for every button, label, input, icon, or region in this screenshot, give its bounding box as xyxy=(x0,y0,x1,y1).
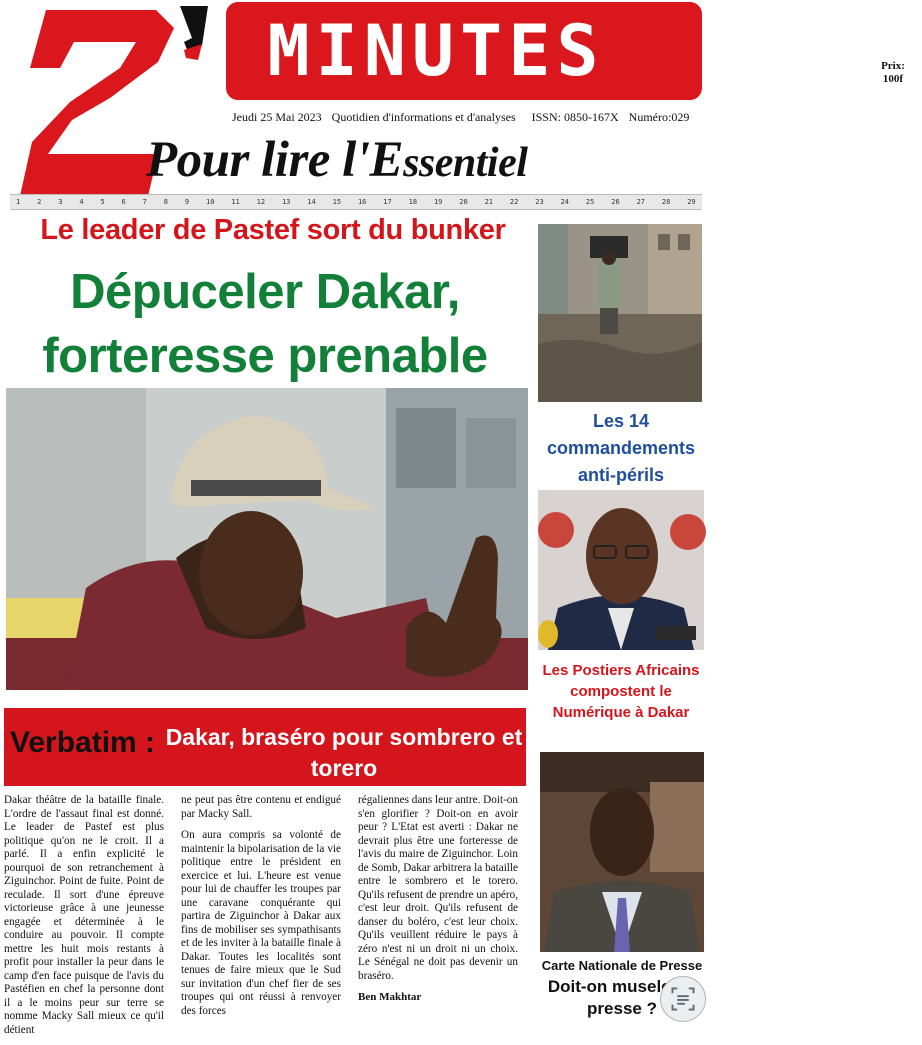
ruler-tick: 2 xyxy=(37,198,42,206)
issue-date: Jeudi 25 Mai 2023 xyxy=(232,110,322,124)
ruler-tick: 8 xyxy=(163,198,168,206)
sidebar-story-2[interactable]: Les Postiers Africains compostent le Numérique à Dakar xyxy=(542,662,700,721)
verbatim-title: Dakar, braséro pour sombrero et torero xyxy=(165,724,523,781)
ruler-tick: 16 xyxy=(357,198,367,206)
main-kicker: Le leader de Pastef sort du bunker xyxy=(40,214,506,246)
price-label: Prix: xyxy=(881,60,905,72)
ruler-tick: 7 xyxy=(142,198,147,206)
issue-issn: ISSN: 0850-167X xyxy=(531,110,619,124)
article-col2-p1: ne peut pas être contenu et endigué par Macky Sall. xyxy=(181,794,341,820)
flood-photo xyxy=(538,224,702,402)
price-value: 100f xyxy=(882,73,904,85)
ruler-tick: 11 xyxy=(231,198,240,206)
issue-subtitle: Quotidien d'informations et d'analyses xyxy=(331,110,516,124)
issue-number: Numéro:029 xyxy=(628,110,690,124)
ruler-tick: 24 xyxy=(560,198,570,206)
tagline-letter-e: E xyxy=(369,132,404,188)
main-headline xyxy=(10,260,520,388)
scan-document-icon[interactable] xyxy=(660,976,706,1022)
ruler-tick: 5 xyxy=(100,198,105,206)
ruler-tick: 6 xyxy=(121,198,126,206)
sidebar-story-3-title[interactable]: Doit-on museler la presse ? xyxy=(547,977,697,1018)
tagline xyxy=(146,126,706,197)
official-portrait-photo xyxy=(538,490,704,650)
sidebar-story-1[interactable]: Les 14 commandements anti-périls xyxy=(546,411,696,485)
minutes-banner xyxy=(226,2,905,100)
article-column-3 xyxy=(358,794,518,1013)
ruler-tick: 25 xyxy=(585,198,595,206)
ruler-tick: 9 xyxy=(184,198,190,206)
ruler-strip xyxy=(10,194,702,210)
ruler-tick: 27 xyxy=(636,198,645,206)
issue-info-line xyxy=(232,110,702,125)
verbatim-banner xyxy=(4,708,526,786)
newspaper-title: MINUTES xyxy=(267,10,605,92)
sidebar-story-3-kicker: Carte Nationale de Presse xyxy=(541,958,703,973)
press-card-photo xyxy=(540,752,704,952)
headline-line-1: Dépuceler Dakar, xyxy=(70,265,460,319)
article-col2-p2: On aura compris sa volonté de maintenir la bipolarisation de la vie politique entre le président en exercice et lui. L'heure est venue pour lui de chauffer les troupes par une caravane conquérante qui partira de Ziguinchor à Dakar aux fins de mobiliser ses sympathisants et de les inviter à la bataille finale à Dakar. Toutes les localités sont tenues de faire mieux que le Sud sur invitation d'un chef fier de ses troupes qui ont réussi à renvoyer des forces xyxy=(181,829,341,1017)
article-column-1 xyxy=(4,794,164,1045)
ruler-tick: 23 xyxy=(535,198,544,206)
ruler-tick: 20 xyxy=(459,198,468,206)
tagline-part-b: ssentiel xyxy=(403,140,528,186)
ruler-tick: 1 xyxy=(16,198,21,206)
article-col3-p1: régaliennes dans leur antre. Doit-on s'en glorifier ? Doit-on en avoir peur ? L'Etat est averti : Dakar ne devrait plus être une forteresse de l'avis du maire de Ziguinchor. Loin de Somb, Dakar arbitrera la bataille entre le sombrero et le torero. Qu'ils refusent de prendre un apéro, c'est leur droit. Qu'ils refusent de danser du boléro, c'est leur choix. Qu'ils veuillent réduire le pays à zéro n'est ni un droit ni un choix. Le Sénégal ne doit pas devenir un braséro. xyxy=(358,794,518,982)
ruler-tick: 12 xyxy=(256,198,266,206)
verbatim-label: Verbatim : xyxy=(10,726,156,759)
ruler-tick: 3 xyxy=(58,198,63,206)
ruler-tick: 17 xyxy=(383,198,392,206)
ruler-tick: 14 xyxy=(307,198,316,206)
article-column-2 xyxy=(181,794,341,1026)
article-byline: Ben Makhtar xyxy=(358,991,422,1003)
ruler-tick: 28 xyxy=(661,198,671,206)
ruler-tick: 19 xyxy=(433,198,443,206)
ruler-tick: 10 xyxy=(205,198,215,206)
ruler-tick: 15 xyxy=(332,198,342,206)
ruler-tick: 29 xyxy=(687,198,696,206)
ruler-tick: 26 xyxy=(611,198,620,206)
ruler-tick: 18 xyxy=(408,198,418,206)
headline-line-2: forteresse prenable xyxy=(42,329,488,383)
ruler-tick: 21 xyxy=(484,198,494,206)
article-col1-text: Dakar théâtre de la bataille finale. L'ordre de l'assaut final est donné. Le leader de Pastef est plus politique qu'on ne le croit. Il a parlé. Il a enfin explicité le pourquoi de son retranchement à Ziguinchor. Point de fuite. Point de reculade. Il sort d'une épreuve victorieuse grâce à une jeunesse engagée et déterminée à le conduire au pouvoir. Il compte mettre les huit mois restants à profit pour installer la peur dans le camp d'en face puisque de l'avis du Pastéfien en chef la personne dont il a le moins peur sur terre se nomme Macky Sall mieux ce qu'il détient xyxy=(4,794,164,1036)
ruler-tick: 4 xyxy=(79,198,84,206)
ruler-tick: 13 xyxy=(281,198,291,206)
price-badge xyxy=(864,56,922,96)
ruler-tick: 22 xyxy=(509,198,519,206)
tagline-part-a: Pour lire l' xyxy=(146,132,370,188)
main-photo xyxy=(6,388,528,690)
